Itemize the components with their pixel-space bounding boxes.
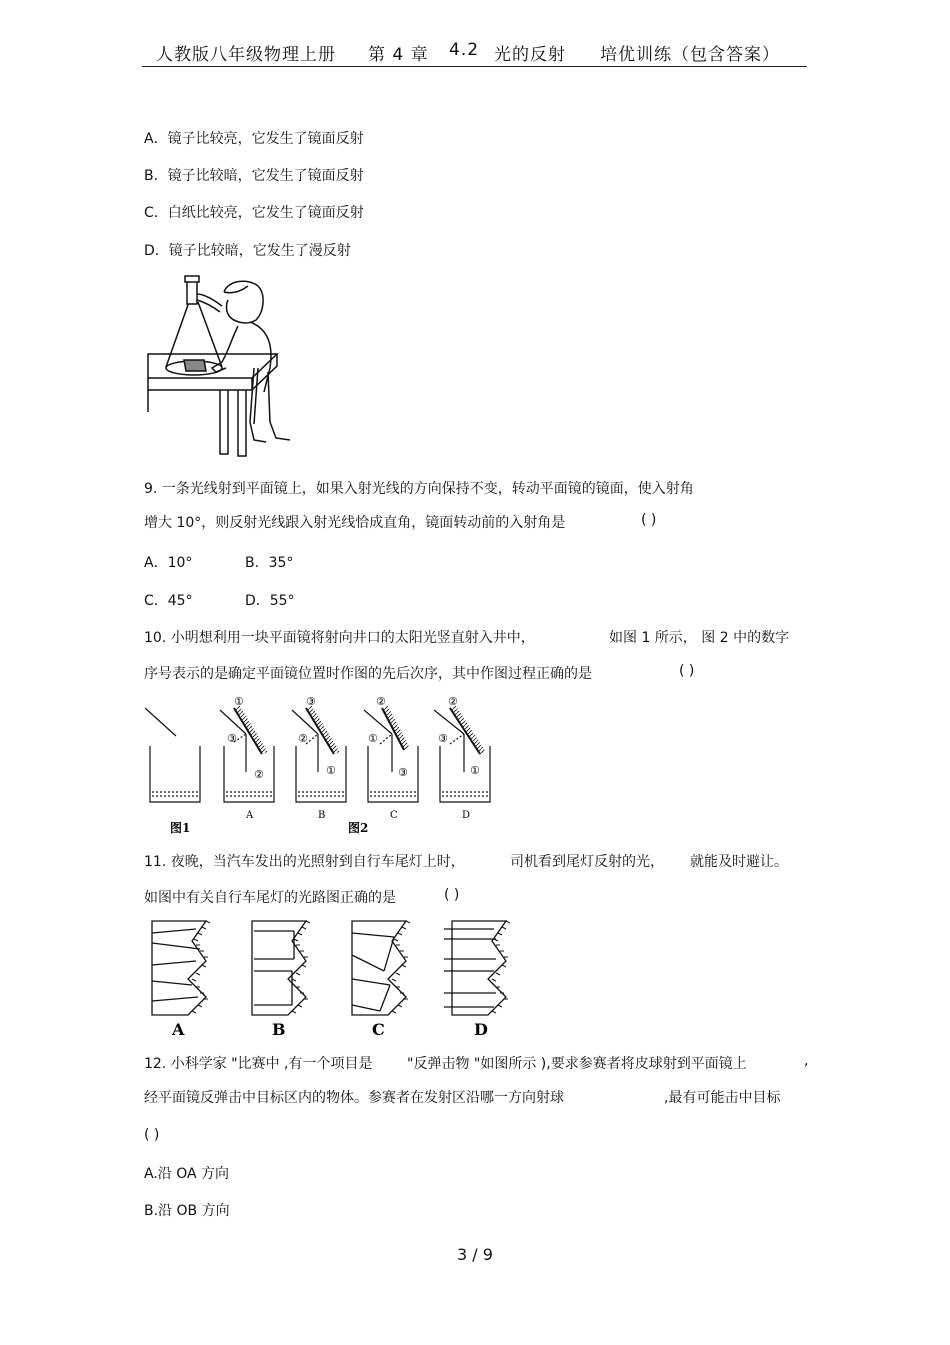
q11-answer-bracket: ( ) [444,887,460,903]
fig1-well [145,708,200,802]
q10-answer-bracket: ( ) [679,663,695,679]
panel-d-mark-2: ③ [438,732,448,745]
bike-reflector-figure [144,915,514,1040]
panel-b-mark-3: ① [326,764,336,777]
q9-option-b: B．35° [245,555,294,571]
header-topic: 光的反射 [494,45,566,65]
panel-a-diagram [220,707,274,802]
reflector-b [252,921,306,1015]
q8-option-b: B．镜子比较暗，它发生了镜面反射 [144,168,364,184]
q12-option-a: A.沿 OA 方向 [144,1166,230,1182]
reflector-c [352,921,406,1015]
header-chapter: 第 4 章 [368,45,429,65]
panel-b-mark-1: ③ [306,695,316,708]
panel-a-mark-1: ① [234,695,244,708]
fig2-label: 图2 [348,821,369,835]
header-series: 培优训练（包含答案） [600,45,780,65]
panel-a-label: A [246,810,254,821]
reflector-c-label: C [372,1020,385,1039]
q8-option-d: D．镜子比较暗，它发生了漫反射 [144,243,351,259]
q9-option-c: C．45° [144,593,193,609]
reflector-a-label: A [172,1020,185,1039]
q12-option-b: B.沿 OB 方向 [144,1203,230,1219]
q8-option-c: C．白纸比较亮，它发生了镜面反射 [144,205,364,221]
q9-option-d: D．55° [245,593,295,609]
panel-b-label: B [318,810,326,821]
reflector-a [152,921,206,1015]
panel-d-mark-3: ① [470,764,480,777]
panel-c-diagram [364,707,418,802]
panel-c-mark-2: ① [368,732,378,745]
panel-b-diagram [292,707,346,802]
reflector-d [444,921,506,1015]
fig1-label: 图1 [170,821,191,835]
panel-d-diagram [434,707,490,802]
q9-option-a: A．10° [144,555,193,571]
panel-b-mark-2: ② [298,732,308,745]
panel-a-mark-3: ② [254,768,264,781]
panel-d-mark-1: ② [448,695,458,708]
page-header [142,38,807,67]
q9-stem-line1: 9. 一条光线射到平面镜上，如果入射光线的方向保持不变，转动平面镜的镜面，使入射角 [144,481,694,497]
header-book: 人教版八年级物理上册 [156,45,336,65]
q8-option-a: A．镜子比较亮，它发生了镜面反射 [144,131,364,147]
q9-answer-bracket: ( ) [641,512,657,528]
page-number: 3 / 9 [457,1245,493,1264]
header-section: 4.2 [449,40,480,60]
panel-c-label: C [390,810,398,821]
q12-answer-bracket: ( ) [144,1127,160,1143]
panel-c-mark-3: ③ [398,766,408,779]
reflector-b-label: B [272,1020,286,1039]
reflector-d-label: D [474,1020,488,1039]
panel-c-mark-1: ② [376,695,386,708]
flashlight-mirror-figure [142,272,302,462]
well-mirror-figure [142,690,502,840]
panel-a-mark-2: ③ [227,732,237,745]
panel-d-label: D [462,810,471,821]
